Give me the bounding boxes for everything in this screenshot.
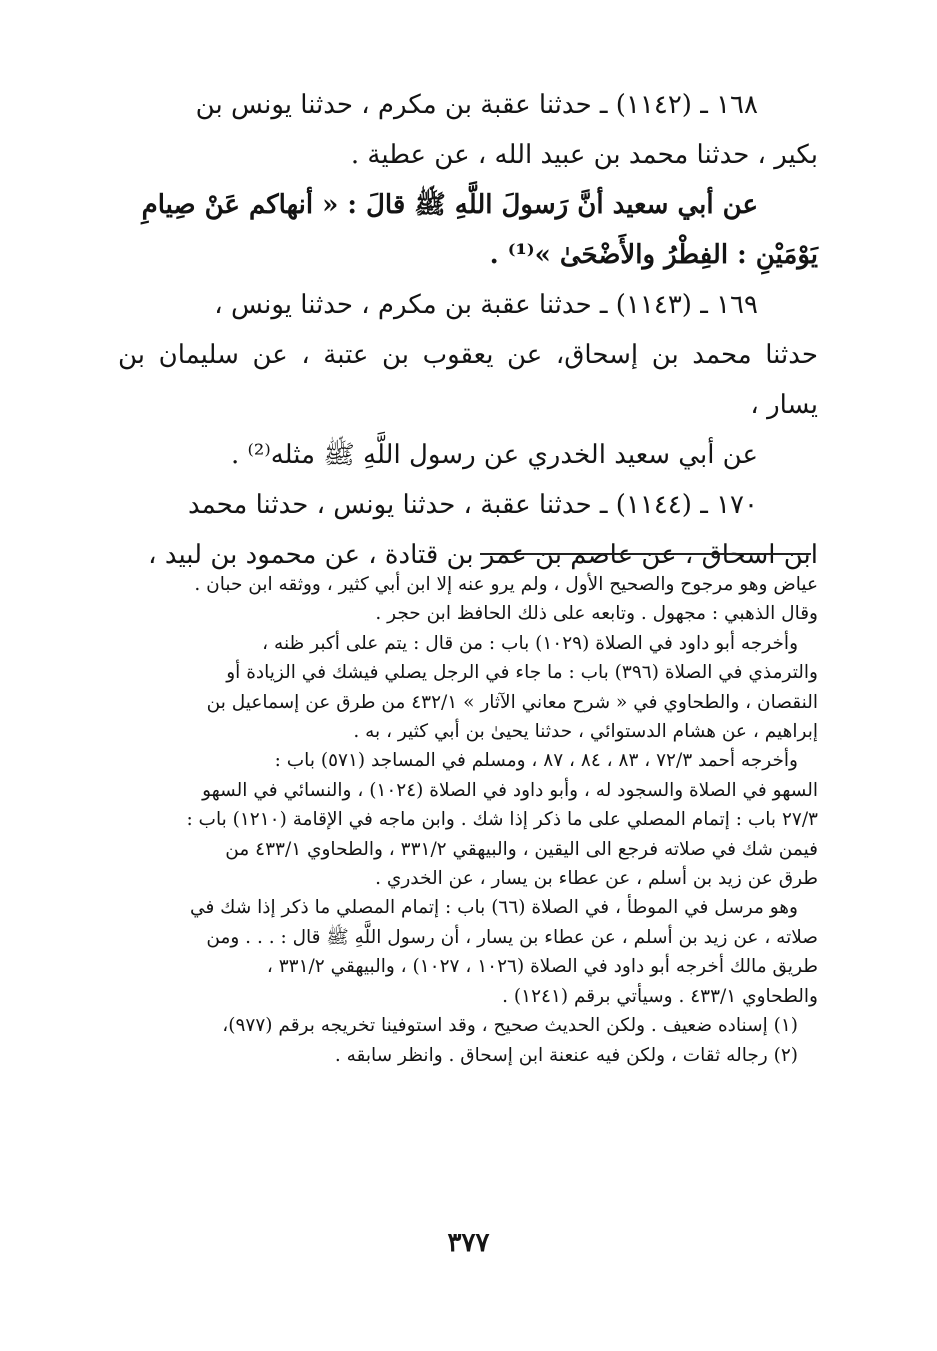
footnote-separator bbox=[480, 553, 811, 555]
page-number: ٣٧٧ bbox=[447, 1228, 490, 1258]
footnotes bbox=[118, 570, 818, 1070]
footnote-1: (١) إسناده ضعيف . ولكن الحديث صحيح ، وقد استوفينا تخريجه برقم (٩٧٧)، bbox=[222, 1015, 798, 1037]
footnote-line: ٢٧/٣ باب : إتمام المصلي على ما ذكر إذا شك . وابن ماجه في الإقامة (١٢١٠) باب : bbox=[186, 809, 818, 831]
footnote-line: والطحاوي ٤٣٣/١ . وسيأتي برقم (١٢٤١) . bbox=[502, 985, 818, 1007]
hadith-169-line-1: ١٦٩ ـ (١١٤٣) ـ حدثنا عقبة بن مكرم ، حدثنا يونس ، bbox=[214, 290, 758, 320]
hadith-169-line-3: عن أبي سعيد الخدري عن رسول اللَّهِ ﷺ مثله⁽²⁾ . bbox=[231, 440, 758, 470]
hadith-169-line-2: حدثنا محمد بن إسحاق، عن يعقوب بن عتبة ، عن سليمان بن يسار ، bbox=[118, 340, 818, 420]
hadith-170-line-2: ابن اسحاق ، عن عاصم بن عمر بن قتادة ، عن محمود بن لبيد ، bbox=[148, 540, 818, 570]
footnote-line: وأخرجه أبو داود في الصلاة (١٠٢٩) باب : من قال : يتم على أكبر ظنه ، bbox=[262, 632, 798, 654]
footnote-2: (٢) رجاله ثقات ، ولكن فيه عنعنة ابن إسحاق . وانظر سابقه . bbox=[334, 1044, 798, 1066]
footnote-line: النقصان ، والطحاوي في « شرح معاني الآثار » ٤٣٢/١ من طرق عن إسماعيل بن bbox=[206, 691, 818, 713]
footnote-line: طرق عن زيد بن أسلم ، عن عطاء بن يسار ، عن الخدري . bbox=[375, 868, 818, 890]
main-text bbox=[118, 80, 818, 580]
hadith-168-line-4: يَوْمَيْنِ : الفِطْرُ والأَضْحَىٰ »⁽¹⁾ . bbox=[489, 240, 818, 270]
footnote-line: صلاته ، عن زيد بن أسلم ، عن عطاء بن يسار ، أن رسول اللَّهِ ﷺ قال : . . . ومن bbox=[206, 926, 818, 948]
hadith-170-line-1: ١٧٠ ـ (١١٤٤) ـ حدثنا عقبة ، حدثنا يونس ، حدثنا محمد bbox=[187, 490, 758, 520]
footnote-line: السهو في الصلاة والسجود له ، وأبو داود في الصلاة (١٠٢٤) ، والنسائي في السهو bbox=[202, 779, 818, 801]
hadith-168-line-2: بكير ، حدثنا محمد بن عبيد الله ، عن عطية . bbox=[350, 140, 818, 170]
hadith-168-line-1: ١٦٨ ـ (١١٤٢) ـ حدثنا عقبة بن مكرم ، حدثنا يونس بن bbox=[195, 90, 758, 120]
footnote-line: إبراهيم ، عن هشام الدستوائي ، حدثنا يحيىٰ بن أبي كثير ، به . bbox=[353, 721, 818, 743]
hadith-168-line-3: عن أبي سعيد أنَّ رَسولَ اللَّهِ ﷺ قالَ : « أنهاكم عَنْ صِيامِ bbox=[141, 190, 758, 220]
footnote-line: فيمن شك في صلاته فرجع الى اليقين ، والبيهقي ٣٣١/٢ ، والطحاوي ٤٣٣/١ من bbox=[225, 838, 818, 860]
footnote-line: عياض وهو مرجوح والصحيح الأول ، ولم يرو عنه إلا ابن أبي كثير ، ووثقه ابن حبان . bbox=[194, 574, 818, 595]
footnote-line: وأخرجه أحمد ٧٢/٣ ، ٨٣ ، ٨٤ ، ٨٧ ، ومسلم في المساجد (٥٧١) باب : bbox=[274, 750, 798, 772]
footnote-line: والترمذي في الصلاة (٣٩٦) باب : ما جاء في الرجل يصلي فيشك في الزيادة أو bbox=[226, 662, 818, 684]
footnote-line: وقال الذهبي : مجهول . وتابعه على ذلك الحافظ ابن حجر . bbox=[375, 603, 818, 625]
footnote-line: طريق مالك أخرجه أبو داود في الصلاة (١٠٢٦ ، ١٠٢٧) ، والبيهقي ٣٣١/٢ ، bbox=[266, 956, 818, 978]
footnote-line: وهو مرسل في الموطأ ، في الصلاة (٦٦) باب : إتمام المصلي ما ذكر إذا شك في bbox=[190, 897, 798, 919]
